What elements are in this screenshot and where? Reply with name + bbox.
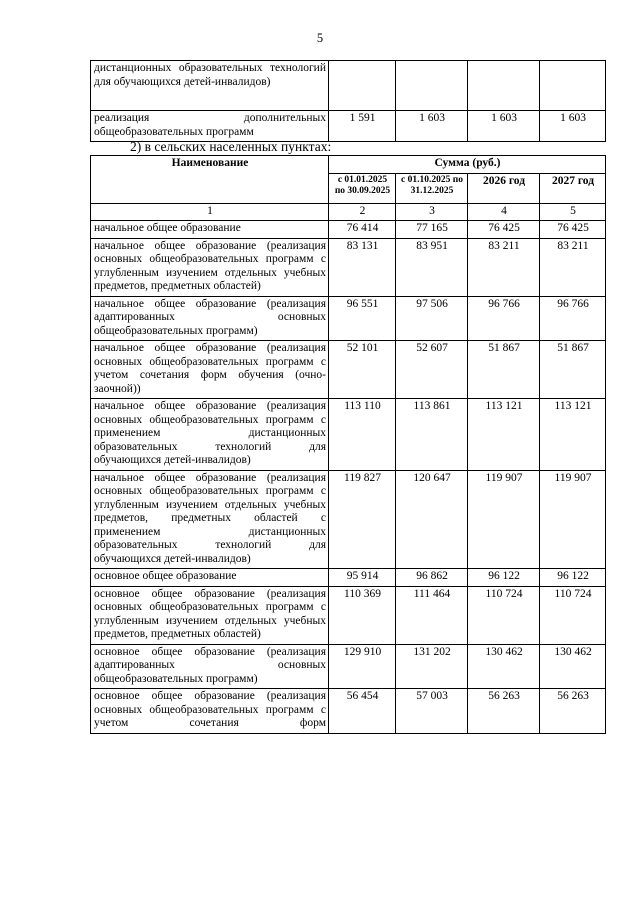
row-name: начальное общее образование (реализация основных общеобразовательных программ с углубленным изучением отдельных учебных предметов, предметных областей) (91, 238, 329, 296)
row-value: 51 867 (468, 341, 540, 399)
row-value (468, 61, 540, 111)
column-index: 2 (329, 203, 396, 221)
table-row (91, 470, 606, 569)
row-name: начальное общее образование (91, 221, 329, 239)
header-period-1: с 01.01.2025 по 30.09.2025 (329, 173, 396, 203)
row-name: начальное общее образование (реализация основных общеобразовательных программ с учетом сочетания форм обучения (очно-заочной)) (91, 341, 329, 399)
row-name: основное общее образование (реализация адаптированных основных общеобразовательных программ) (91, 644, 329, 689)
row-value: 110 724 (540, 586, 606, 644)
index-row (91, 203, 606, 221)
row-value: 96 122 (468, 569, 540, 587)
row-name: дистанционных образовательных технологий для обучающихся детей-инвалидов) (91, 61, 329, 111)
row-value: 95 914 (329, 569, 396, 587)
row-value: 119 907 (468, 470, 540, 569)
row-value: 51 867 (540, 341, 606, 399)
row-value: 83 211 (540, 238, 606, 296)
row-value: 83 131 (329, 238, 396, 296)
row-name: основное общее образование (91, 569, 329, 587)
table-row (91, 644, 606, 689)
row-value (329, 61, 396, 111)
row-value: 1 591 (329, 111, 396, 142)
row-value: 111 464 (396, 586, 468, 644)
row-value: 96 862 (396, 569, 468, 587)
row-value: 110 369 (329, 586, 396, 644)
row-value: 113 121 (540, 399, 606, 471)
page-number: 5 (316, 31, 324, 45)
table-row (91, 399, 606, 471)
row-value: 113 861 (396, 399, 468, 471)
table-row (91, 296, 606, 341)
row-value: 96 551 (329, 296, 396, 341)
row-value: 56 263 (468, 689, 540, 734)
row-value: 76 425 (468, 221, 540, 239)
rural-costs-table (90, 155, 606, 734)
column-index: 3 (396, 203, 468, 221)
row-name: основное общее образование (реализация основных общеобразовательных программ с учетом сочетания форм (91, 689, 329, 734)
row-value: 1 603 (468, 111, 540, 142)
row-value: 97 506 (396, 296, 468, 341)
header-period-2: с 01.10.2025 по 31.12.2025 (396, 173, 468, 203)
row-name: начальное общее образование (реализация адаптированных основных общеобразовательных программ) (91, 296, 329, 341)
table-row (91, 586, 606, 644)
table-row (91, 689, 606, 734)
column-index: 5 (540, 203, 606, 221)
column-index: 4 (468, 203, 540, 221)
row-value: 56 263 (540, 689, 606, 734)
header-year-2026: 2026 год (468, 173, 540, 203)
header-sum: Сумма (руб.) (329, 156, 606, 174)
header-year-2027: 2027 год (540, 173, 606, 203)
row-value: 96 122 (540, 569, 606, 587)
table-row (91, 61, 606, 111)
section-title: 2) в сельских населенных пунктах: (130, 139, 332, 154)
row-value: 52 607 (396, 341, 468, 399)
row-value: 96 766 (468, 296, 540, 341)
table-row (91, 238, 606, 296)
row-value: 130 462 (468, 644, 540, 689)
table-row (91, 221, 606, 239)
row-value (540, 61, 606, 111)
table-row (91, 341, 606, 399)
row-value: 83 211 (468, 238, 540, 296)
row-value: 76 425 (540, 221, 606, 239)
row-name: начальное общее образование (реализация основных общеобразовательных программ с углубленным изучением отдельных учебных предметов, предметных областей с применением дистанционных образовательных технологий для обучающихся детей-инвалидов) (91, 470, 329, 569)
row-value: 83 951 (396, 238, 468, 296)
row-value: 56 454 (329, 689, 396, 734)
row-name: начальное общее образование (реализация основных общеобразовательных программ с применением дистанционных образовательных технологий для обучающихся детей-инвалидов) (91, 399, 329, 471)
row-value: 96 766 (540, 296, 606, 341)
row-value: 120 647 (396, 470, 468, 569)
row-value: 52 101 (329, 341, 396, 399)
header-name: Наименование (91, 156, 329, 204)
row-value: 119 827 (329, 470, 396, 569)
row-value (396, 61, 468, 111)
row-name: основное общее образование (реализация основных общеобразовательных программ с углубленным изучением отдельных учебных предметов, предметных областей) (91, 586, 329, 644)
row-value: 129 910 (329, 644, 396, 689)
table-row (91, 111, 606, 142)
row-value: 57 003 (396, 689, 468, 734)
row-value: 1 603 (396, 111, 468, 142)
row-value: 77 165 (396, 221, 468, 239)
continued-table (90, 60, 606, 142)
table-row (91, 569, 606, 587)
row-value: 131 202 (396, 644, 468, 689)
row-value: 110 724 (468, 586, 540, 644)
row-value: 113 110 (329, 399, 396, 471)
row-value: 119 907 (540, 470, 606, 569)
row-value: 1 603 (540, 111, 606, 142)
row-name: реализация дополнительных общеобразовательных программ (91, 111, 329, 142)
row-value: 113 121 (468, 399, 540, 471)
column-index: 1 (91, 203, 329, 221)
row-value: 130 462 (540, 644, 606, 689)
row-value: 76 414 (329, 221, 396, 239)
header-row (91, 156, 606, 174)
